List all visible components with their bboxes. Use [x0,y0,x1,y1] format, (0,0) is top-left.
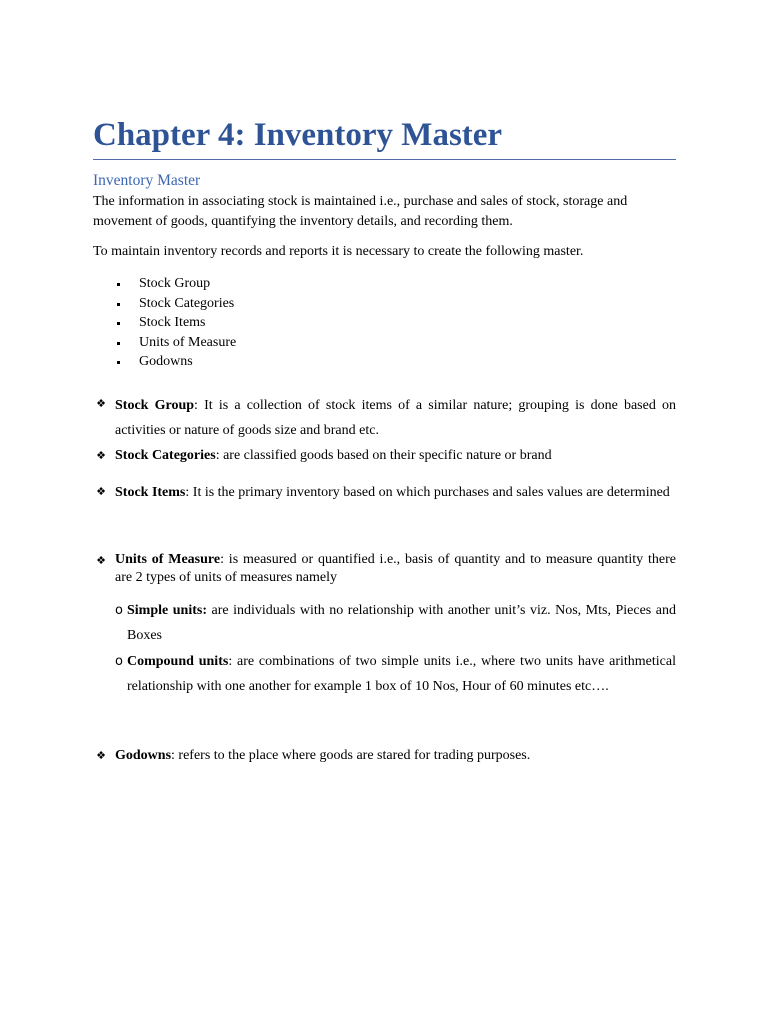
unit-type-term: Compound units [127,654,229,669]
square-bullet-icon [117,361,120,364]
list-item-label: Stock Categories [139,295,235,311]
definition-stock-items [93,480,676,509]
list-item-label: Units of Measure [139,334,237,350]
unit-type-text: are individuals with no relationship with another unit’s viz. Nos, Mts, Pieces and Boxes [127,603,676,643]
square-bullet-icon [117,342,120,345]
unit-type-compound [115,649,676,699]
definition-term: Stock Items [115,485,186,500]
definition-units-of-measure [93,551,676,587]
definition-godowns [93,746,676,766]
definition-stock-categories [93,446,676,466]
definition-text: : is measured or quantified i.e., basis of quantity and to measure quantity there are 2 types of units of measures namely [115,552,676,585]
unit-type-simple [115,598,676,648]
unit-type-term: Simple units: [127,603,207,618]
diamond-bullet-icon: ❖ [96,397,106,410]
section-heading: Inventory Master [93,172,201,189]
square-bullet-icon [117,283,120,286]
definition-term: Stock Group [115,398,195,413]
chapter-title: Chapter 4: Inventory Master [93,117,503,153]
definition-text: : are classified goods based on their specific nature or brand [215,448,552,463]
title-underline-rule [93,159,676,160]
circle-bullet-icon: o [115,603,123,618]
intro-paragraph: The information in associating stock is maintained i.e., purchase and sales of stock, storage and movement of goods, quantifying the inventory details, and recording them. [93,194,628,229]
definition-term: Units of Measure [115,552,221,567]
diamond-bullet-icon: ❖ [96,449,106,462]
list-item-label: Stock Group [139,276,211,291]
definition-stock-group [93,393,676,443]
square-bullet-icon [117,303,120,306]
definition-text: : It is a collection of stock items of a similar nature; grouping is done based on activities or nature of goods size and brand etc. [115,398,676,438]
square-bullet-icon [117,322,120,325]
circle-bullet-icon: o [115,654,123,669]
list-item-label: Godowns [139,354,193,370]
list-item-label: Stock Items [139,315,206,331]
requirement-paragraph: To maintain inventory records and reports it is necessary to create the following master. [93,244,584,259]
diamond-bullet-icon: ❖ [96,749,106,762]
diamond-bullet-icon: ❖ [96,554,106,567]
diamond-bullet-icon: ❖ [96,485,106,498]
definition-text: : It is the primary inventory based on which purchases and sales values are determined [185,485,670,500]
unit-type-text: : are combinations of two simple units i.e., where two units have arithmetical relationship with one another for example 1 box of 10 Nos, Hour of 60 minutes etc…. [127,654,676,694]
definition-term: Godowns [115,748,172,763]
definition-text: : refers to the place where goods are stared for trading purposes. [171,748,531,763]
definition-term: Stock Categories [115,448,216,463]
